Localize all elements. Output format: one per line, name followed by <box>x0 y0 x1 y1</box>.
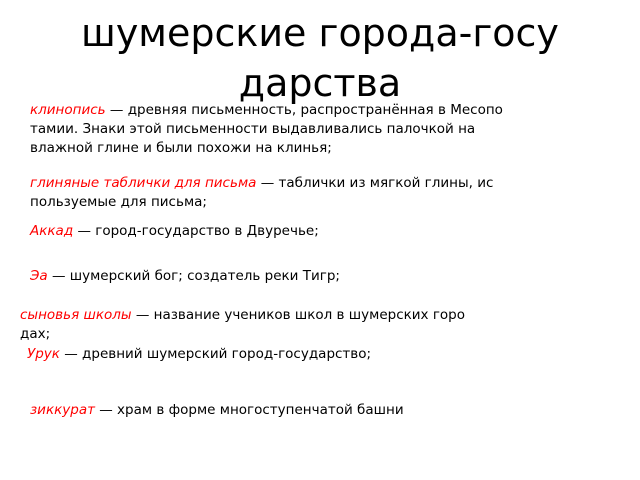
definition-uruk <box>27 345 371 364</box>
definition-term: Урук <box>27 346 60 362</box>
definition-text: — город-государство в Двуречье; <box>73 223 319 239</box>
definition-term: зиккурат <box>30 402 95 418</box>
definition-cuneiform <box>30 101 503 158</box>
definition-text: дах; <box>20 326 51 342</box>
definition-text: тамии. Знаки этой письменности выдавливались палочкой на <box>30 121 476 137</box>
slide-title <box>40 8 600 108</box>
definition-school-sons <box>20 306 465 344</box>
definition-term: глиняные таблички для письма <box>30 175 257 191</box>
definition-term: Эа <box>30 268 48 284</box>
definition-text: — древняя письменность, распространённая в Месопо <box>105 102 503 118</box>
definition-clay-tablets <box>30 174 493 212</box>
definition-text: — храм в форме многоступенчатой башни <box>94 402 404 418</box>
definition-term: Аккад <box>30 223 74 239</box>
definition-term: клинопись <box>30 102 106 118</box>
slide-title-line-2: дарства <box>238 61 402 105</box>
definition-text: — древний шумерский город-государство; <box>59 346 372 362</box>
definition-text: — таблички из мягкой глины, ис <box>256 175 494 191</box>
definition-text: влажной глине и были похожи на клинья; <box>30 140 332 156</box>
definition-ea <box>30 267 340 286</box>
definition-term: сыновья школы <box>20 307 132 323</box>
definition-ziggurat <box>30 401 404 420</box>
definition-akkad <box>30 222 319 241</box>
definition-text: — шумерский бог; создатель реки Тигр; <box>47 268 340 284</box>
definition-text: пользуемые для письма; <box>30 194 207 210</box>
definition-text: — название учеников школ в шумерских горо <box>131 307 466 323</box>
slide-title-line-1: шумерские города-госу <box>81 11 559 55</box>
